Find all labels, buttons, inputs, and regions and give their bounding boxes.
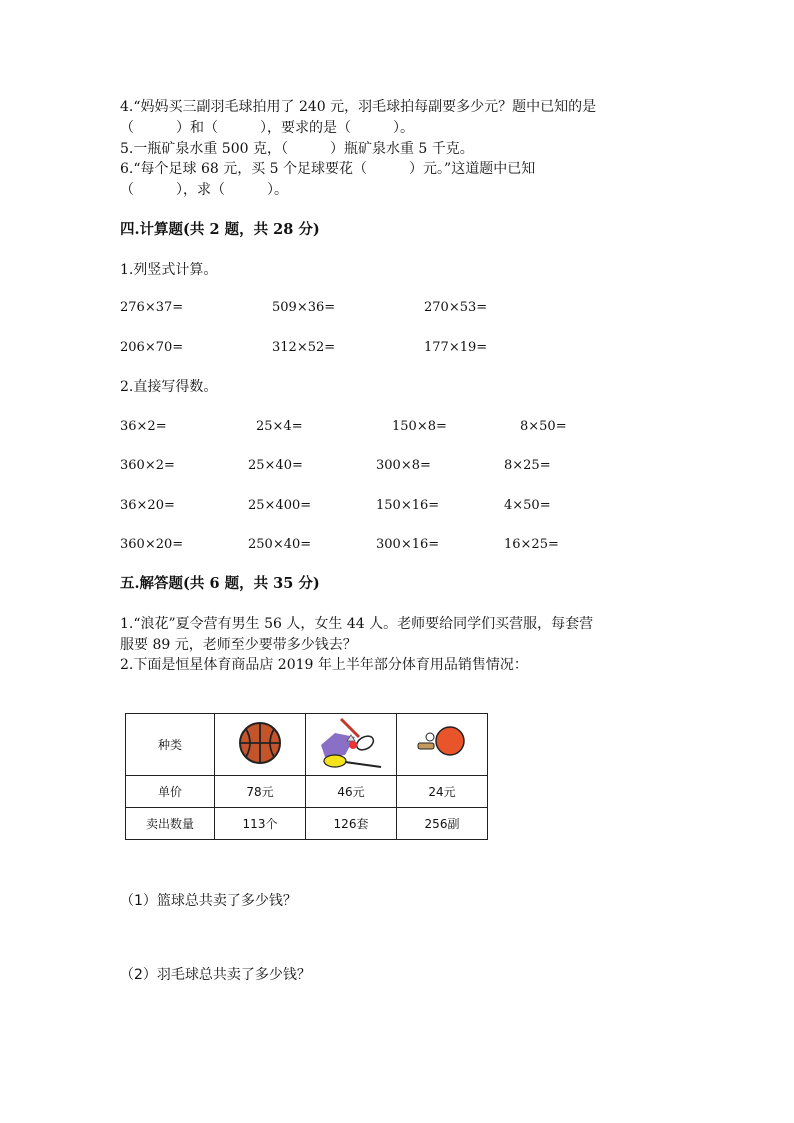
fill-item-4-line1: 4.“妈妈买三副羽毛球拍用了 240 元，羽毛球拍每副要多少元？题中已知的是: [120, 99, 597, 115]
mental-calc-item: 300×8=: [376, 458, 431, 473]
quantity-cell: 126套: [306, 808, 397, 840]
fill-item-5: 5.一瓶矿泉水重 500 克，（ ）瓶矿泉水重 5 千克。: [120, 141, 474, 157]
mental-calc-item: 25×40=: [248, 458, 303, 473]
section5-title: 五.解答题(共 6 题，共 35 分): [120, 575, 320, 592]
section4-q1-label: 1.列竖式计算。: [120, 262, 218, 278]
price-cell: 78元: [215, 776, 306, 808]
sub-question-2: （2）羽毛球总共卖了多少钱？: [120, 967, 311, 983]
ping-pong-cell: [397, 714, 488, 776]
price-cell: 24元: [397, 776, 488, 808]
row-label-quantity: 卖出数量: [126, 808, 215, 840]
fill-item-6-line2: （ ），求（ ）。: [120, 182, 288, 198]
table-row: [126, 714, 488, 776]
mental-calc-item: 25×4=: [256, 419, 303, 434]
vertical-calc-item: 276×37=: [120, 300, 184, 315]
price-cell: 46元: [306, 776, 397, 808]
mental-calc-item: 36×2=: [120, 419, 167, 434]
mental-calc-item: 8×50=: [520, 419, 567, 434]
quantity-cell: 256副: [397, 808, 488, 840]
vertical-calc-item: 270×53=: [424, 300, 488, 315]
mental-calc-item: 4×50=: [504, 498, 551, 513]
fill-item-6-line1: 6.“每个足球 68 元，买 5 个足球要花（ ）元。”这道题中已知: [120, 161, 536, 177]
mental-calc-item: 150×16=: [376, 498, 440, 513]
ping-pong-icon: [416, 725, 468, 761]
basketball-icon: [238, 721, 282, 765]
vertical-calc-item: 312×52=: [272, 340, 336, 355]
section5-q1-line1: 1.“浪花”夏令营有男生 56 人，女生 44 人。老师要给同学们买营服，每套营: [120, 616, 594, 632]
mental-calc-item: 360×20=: [120, 537, 184, 552]
section4-q2-label: 2.直接写得数。: [120, 379, 218, 395]
section4-title: 四.计算题(共 2 题，共 28 分): [120, 221, 320, 238]
mental-calc-item: 8×25=: [504, 458, 551, 473]
row-label-kind: 种类: [126, 714, 215, 776]
vertical-calc-item: 206×70=: [120, 340, 184, 355]
section5-q1-line2: 服要 89 元，老师至少要带多少钱去？: [120, 637, 357, 653]
fill-item-4-line2: （ ）和（ ），要求的是（ ）。: [120, 120, 414, 136]
sub-question-1: （1）篮球总共卖了多少钱？: [120, 893, 297, 909]
mental-calc-item: 36×20=: [120, 498, 175, 513]
table-row: [126, 776, 488, 808]
quantity-cell: 113个: [215, 808, 306, 840]
mental-calc-item: 25×400=: [248, 498, 312, 513]
row-label-price: 单价: [126, 776, 215, 808]
basketball-cell: [215, 714, 306, 776]
mental-calc-item: 300×16=: [376, 537, 440, 552]
vertical-calc-item: 509×36=: [272, 300, 336, 315]
sales-table: [125, 713, 488, 840]
table-row: [126, 808, 488, 840]
mental-calc-item: 150×8=: [392, 419, 447, 434]
section5-q2-line: 2.下面是恒星体育商品店 2019 年上半年部分体育用品销售情况：: [120, 657, 528, 673]
mental-calc-item: 360×2=: [120, 458, 175, 473]
mental-calc-item: 250×40=: [248, 537, 312, 552]
badminton-icon: [315, 715, 387, 771]
mental-calc-item: 16×25=: [504, 537, 559, 552]
badminton-cell: [306, 714, 397, 776]
vertical-calc-item: 177×19=: [424, 340, 488, 355]
